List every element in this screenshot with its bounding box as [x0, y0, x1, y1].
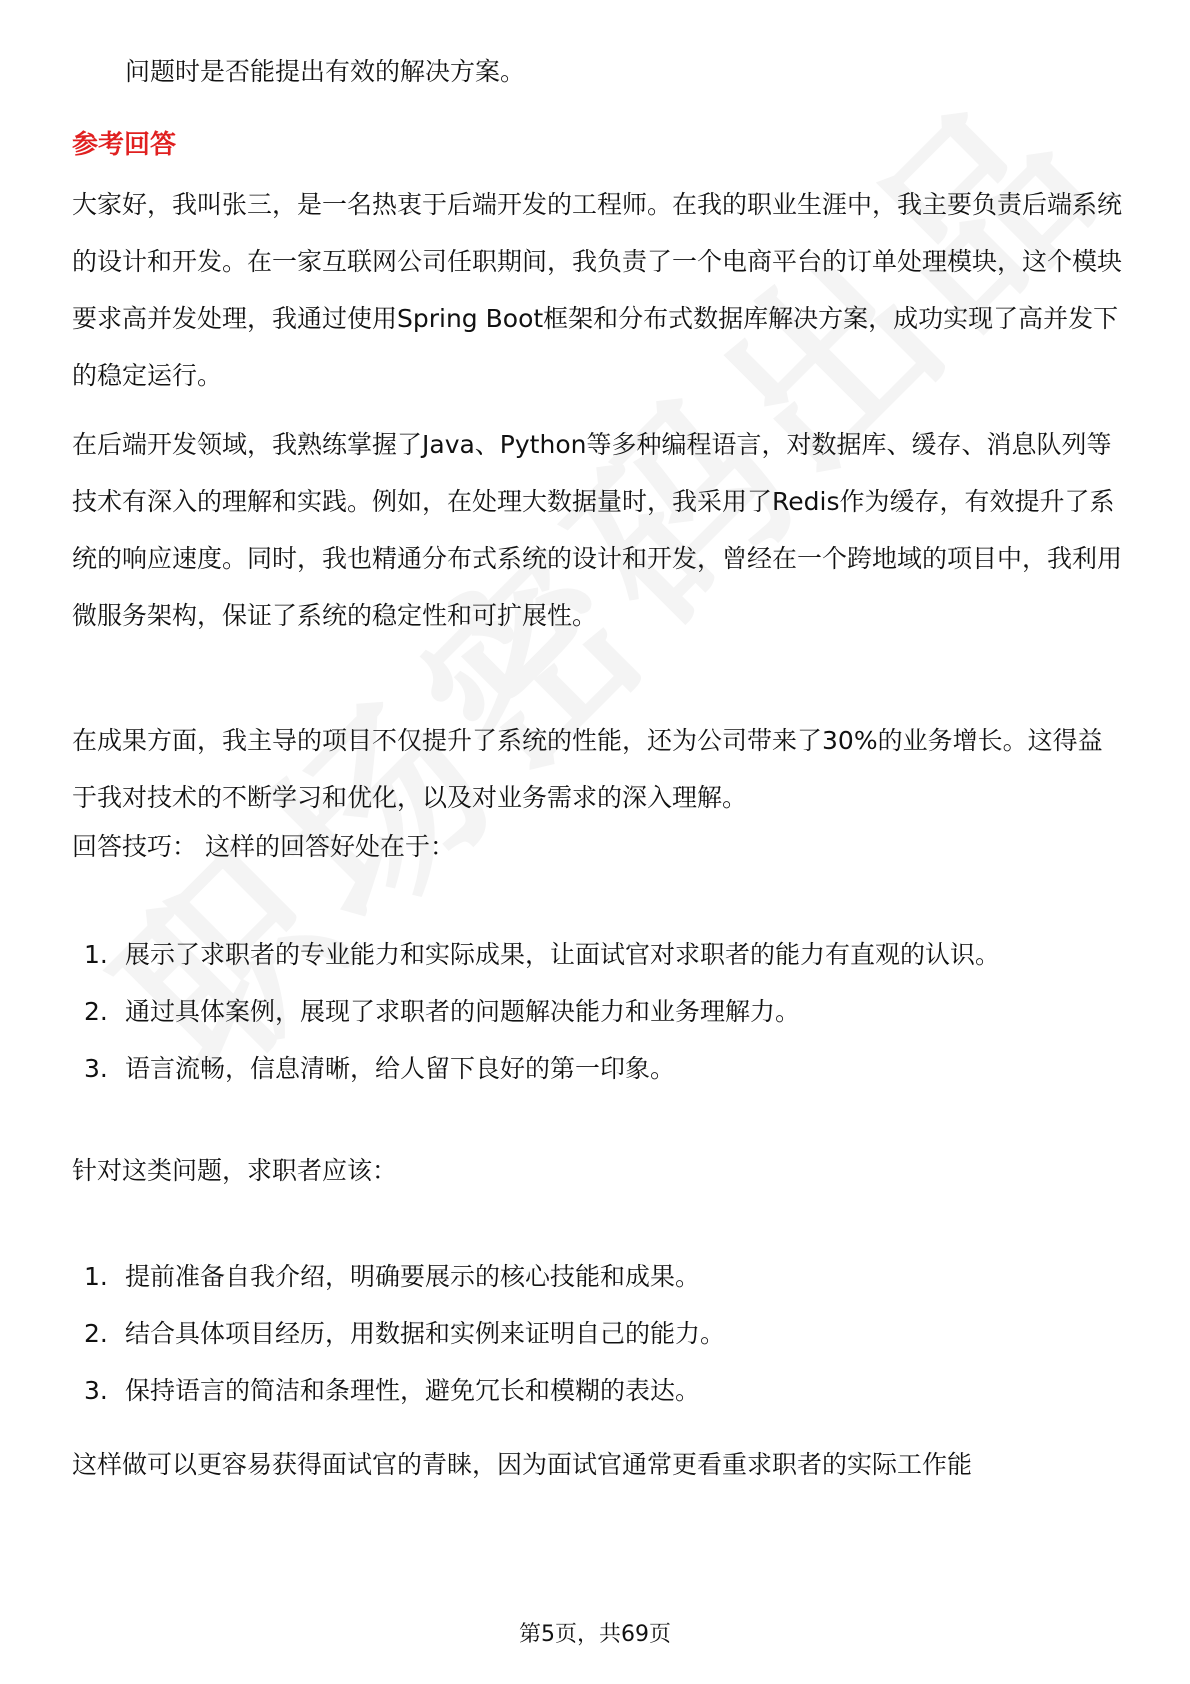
list-number: 2.	[84, 1319, 108, 1348]
list-text: 语言流畅，信息清晰，给人留下良好的第一印象。	[125, 1054, 676, 1083]
list-text: 提前准备自我介绍，明确要展示的核心技能和成果。	[125, 1262, 701, 1291]
list-text: 保持语言的简洁和条理性，避免冗长和模糊的表达。	[125, 1376, 701, 1405]
list-text: 结合具体项目经历，用数据和实例来证明自己的能力。	[125, 1319, 726, 1348]
list-item	[72, 926, 1122, 983]
list-text: 展示了求职者的专业能力和实际成果，让面试官对求职者的能力有直观的认识。	[125, 940, 1001, 969]
tips-list	[72, 926, 1122, 1097]
paragraph-skills: 在后端开发领域，我熟练掌握了Java、Python等多种编程语言，对数据库、缓存、消息队列等技术有深入的理解和实践。例如，在处理大数据量时，我采用了Redis作为缓存，有效提升了系统的响应速度。同时，我也精通分布式系统的设计和开发，曾经在一个跨地域的项目中，我利用微服务架构，保证了系统的稳定性和可扩展性。	[72, 430, 1123, 630]
list-text: 通过具体案例，展现了求职者的问题解决能力和业务理解力。	[125, 997, 801, 1026]
paragraph-intro: 大家好，我叫张三，是一名热衷于后端开发的工程师。在我的职业生涯中，我主要负责后端系统的设计和开发。在一家互联网公司任职期间，我负责了一个电商平台的订单处理模块，这个模块要求高并发处理，我通过使用Spring Boot框架和分布式数据库解决方案，成功实现了高并发下的稳定运行。	[72, 190, 1123, 390]
paragraph-tips-label: 回答技巧： 这样的回答好处在于：	[72, 832, 455, 861]
list-number: 3.	[84, 1376, 108, 1405]
page-footer: 第5页，共69页	[519, 1622, 671, 1647]
list-number: 2.	[84, 997, 108, 1026]
advice-list	[72, 1248, 1122, 1419]
list-number: 1.	[84, 1262, 108, 1291]
list-number: 3.	[84, 1054, 108, 1083]
list-item	[72, 1305, 1122, 1362]
paragraph-advice-label: 针对这类问题，求职者应该：	[72, 1156, 398, 1185]
list-item	[72, 1040, 1122, 1097]
list-number: 1.	[84, 940, 108, 969]
list-item	[72, 1248, 1122, 1305]
paragraph-closing: 这样做可以更容易获得面试官的青睐，因为面试官通常更看重求职者的实际工作能	[72, 1450, 973, 1479]
list-item	[72, 983, 1122, 1040]
section-heading: 参考回答	[72, 130, 177, 160]
paragraph-results: 在成果方面，我主导的项目不仅提升了系统的性能，还为公司带来了30%的业务增长。这得益于我对技术的不断学习和优化，以及对业务需求的深入理解。	[72, 726, 1103, 812]
continuation-text: 问题时是否能提出有效的解决方案。	[125, 57, 526, 86]
list-item	[72, 1362, 1122, 1419]
